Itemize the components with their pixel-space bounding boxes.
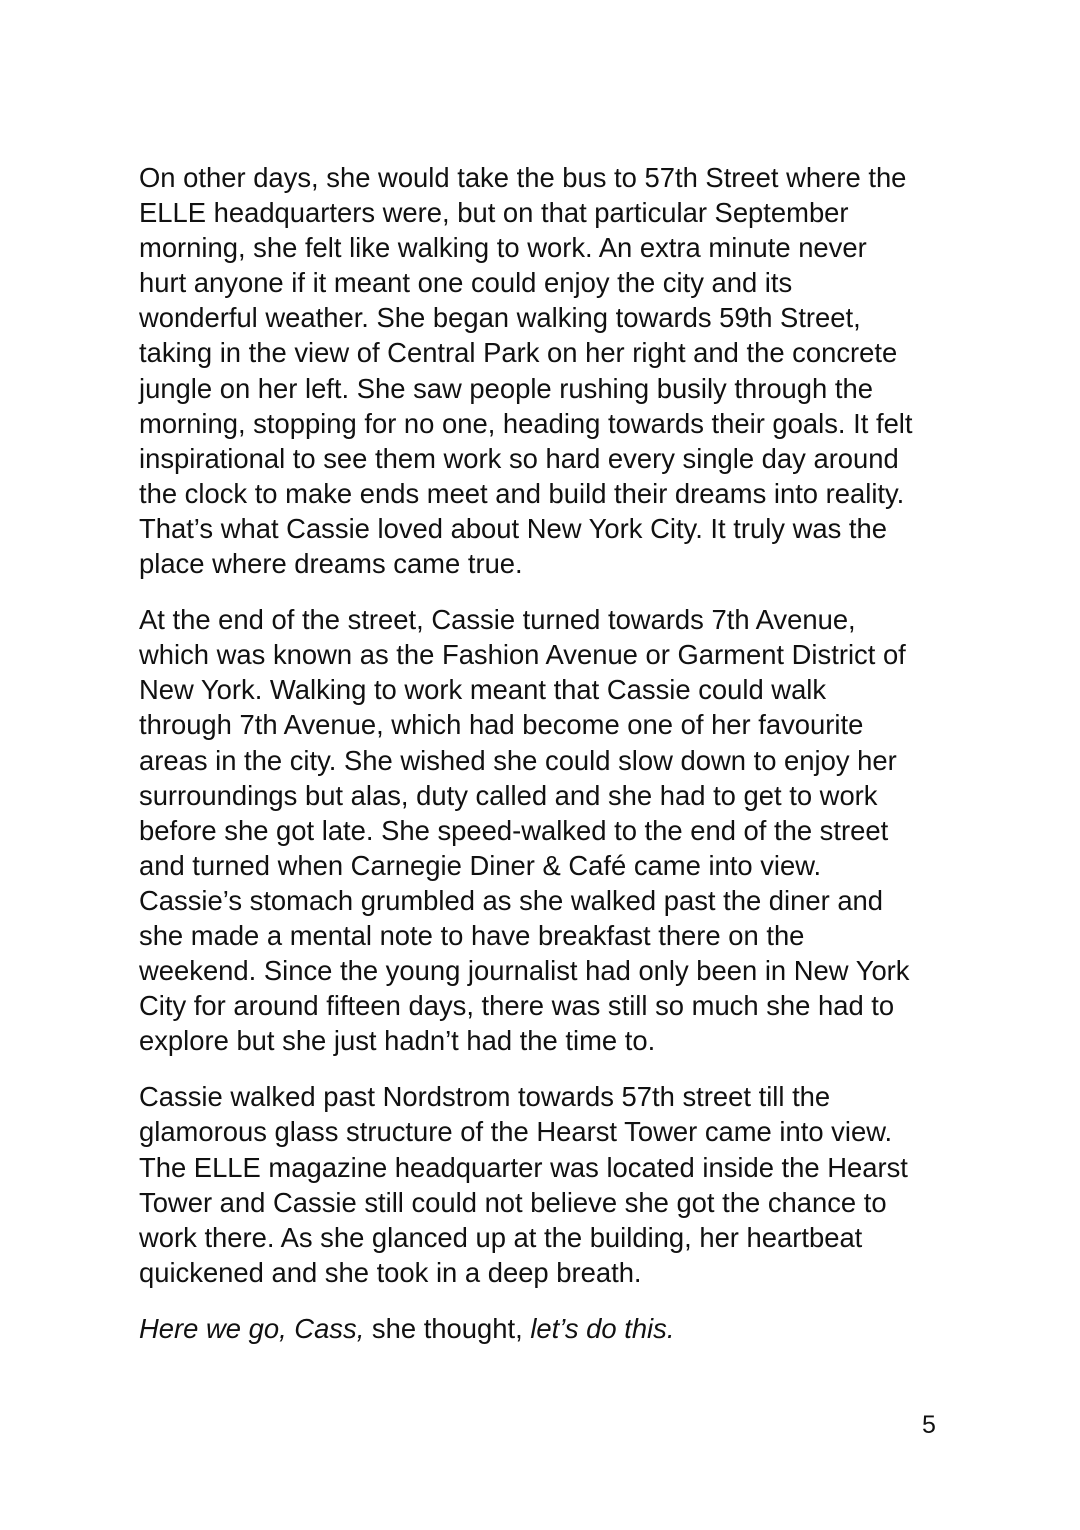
text-line: and turned when Carnegie Diner & Café came into view. <box>139 849 822 881</box>
text-line: Cassie walked past Nordstrom towards 57th street till the <box>139 1081 831 1113</box>
closing-line <box>139 1311 949 1346</box>
text-line: New York. Walking to work meant that Cassie could walk <box>139 674 827 706</box>
page-body-text <box>139 160 949 1367</box>
text-line: On other days, she would take the bus to 57th Street where the <box>139 162 907 193</box>
text-line: the clock to make ends meet and build their dreams into reality. <box>139 477 905 509</box>
text-line: morning, stopping for no one, heading towards their goals. It felt <box>139 407 913 439</box>
text-line: taking in the view of Central Park on her right and the concrete <box>139 337 898 369</box>
text-line: hurt anyone if it meant one could enjoy the city and its <box>139 267 793 299</box>
text-line: morning, she felt like walking to work. An extra minute never <box>139 232 867 264</box>
closing-italic-start: Here we go, Cass, <box>139 1312 365 1344</box>
text-line: quickened and she took in a deep breath. <box>139 1256 642 1288</box>
paragraph-1 <box>139 160 949 581</box>
closing-italic-end: let’s do this. <box>530 1312 675 1344</box>
text-line: wonderful weather. She began walking towards 59th Street, <box>139 302 861 334</box>
text-line: Tower and Cassie still could not believe she got the chance to <box>139 1186 887 1218</box>
text-line: work there. As she glanced up at the building, her heartbeat <box>139 1221 863 1253</box>
closing-middle: she thought, <box>364 1312 531 1344</box>
text-line: which was known as the Fashion Avenue or Garment District of <box>139 639 906 671</box>
paragraph-3 <box>139 1079 949 1290</box>
text-line: City for around fifteen days, there was still so much she had to <box>139 990 895 1022</box>
paragraph-2 <box>139 602 949 1058</box>
text-line: jungle on her left. She saw people rushing busily through the <box>139 372 873 404</box>
text-line: place where dreams came true. <box>139 548 523 580</box>
text-line: areas in the city. She wished she could slow down to enjoy her <box>139 744 897 776</box>
text-line: inspirational to see them work so hard every single day around <box>139 442 899 474</box>
text-line: surroundings but alas, duty called and she had to get to work <box>139 779 878 811</box>
text-line: The ELLE magazine headquarter was located inside the Hearst <box>139 1151 908 1183</box>
text-line: before she got late. She speed-walked to the end of the street <box>139 814 889 846</box>
text-line: weekend. Since the young journalist had only been in New York <box>139 955 910 987</box>
text-line: she made a mental note to have breakfast there on the <box>139 919 805 951</box>
text-line: That’s what Cassie loved about New York City. It truly was the <box>139 512 888 544</box>
text-line: glamorous glass structure of the Hearst Tower came into view. <box>139 1116 893 1148</box>
text-line: Cassie’s stomach grumbled as she walked past the diner and <box>139 884 884 916</box>
text-line: explore but she just hadn’t had the time to. <box>139 1025 656 1057</box>
text-line: At the end of the street, Cassie turned towards 7th Avenue, <box>139 604 856 636</box>
page-number: 5 <box>922 1411 936 1439</box>
text-line: ELLE headquarters were, but on that particular September <box>139 197 849 229</box>
text-line: through 7th Avenue, which had become one of her favourite <box>139 709 864 741</box>
